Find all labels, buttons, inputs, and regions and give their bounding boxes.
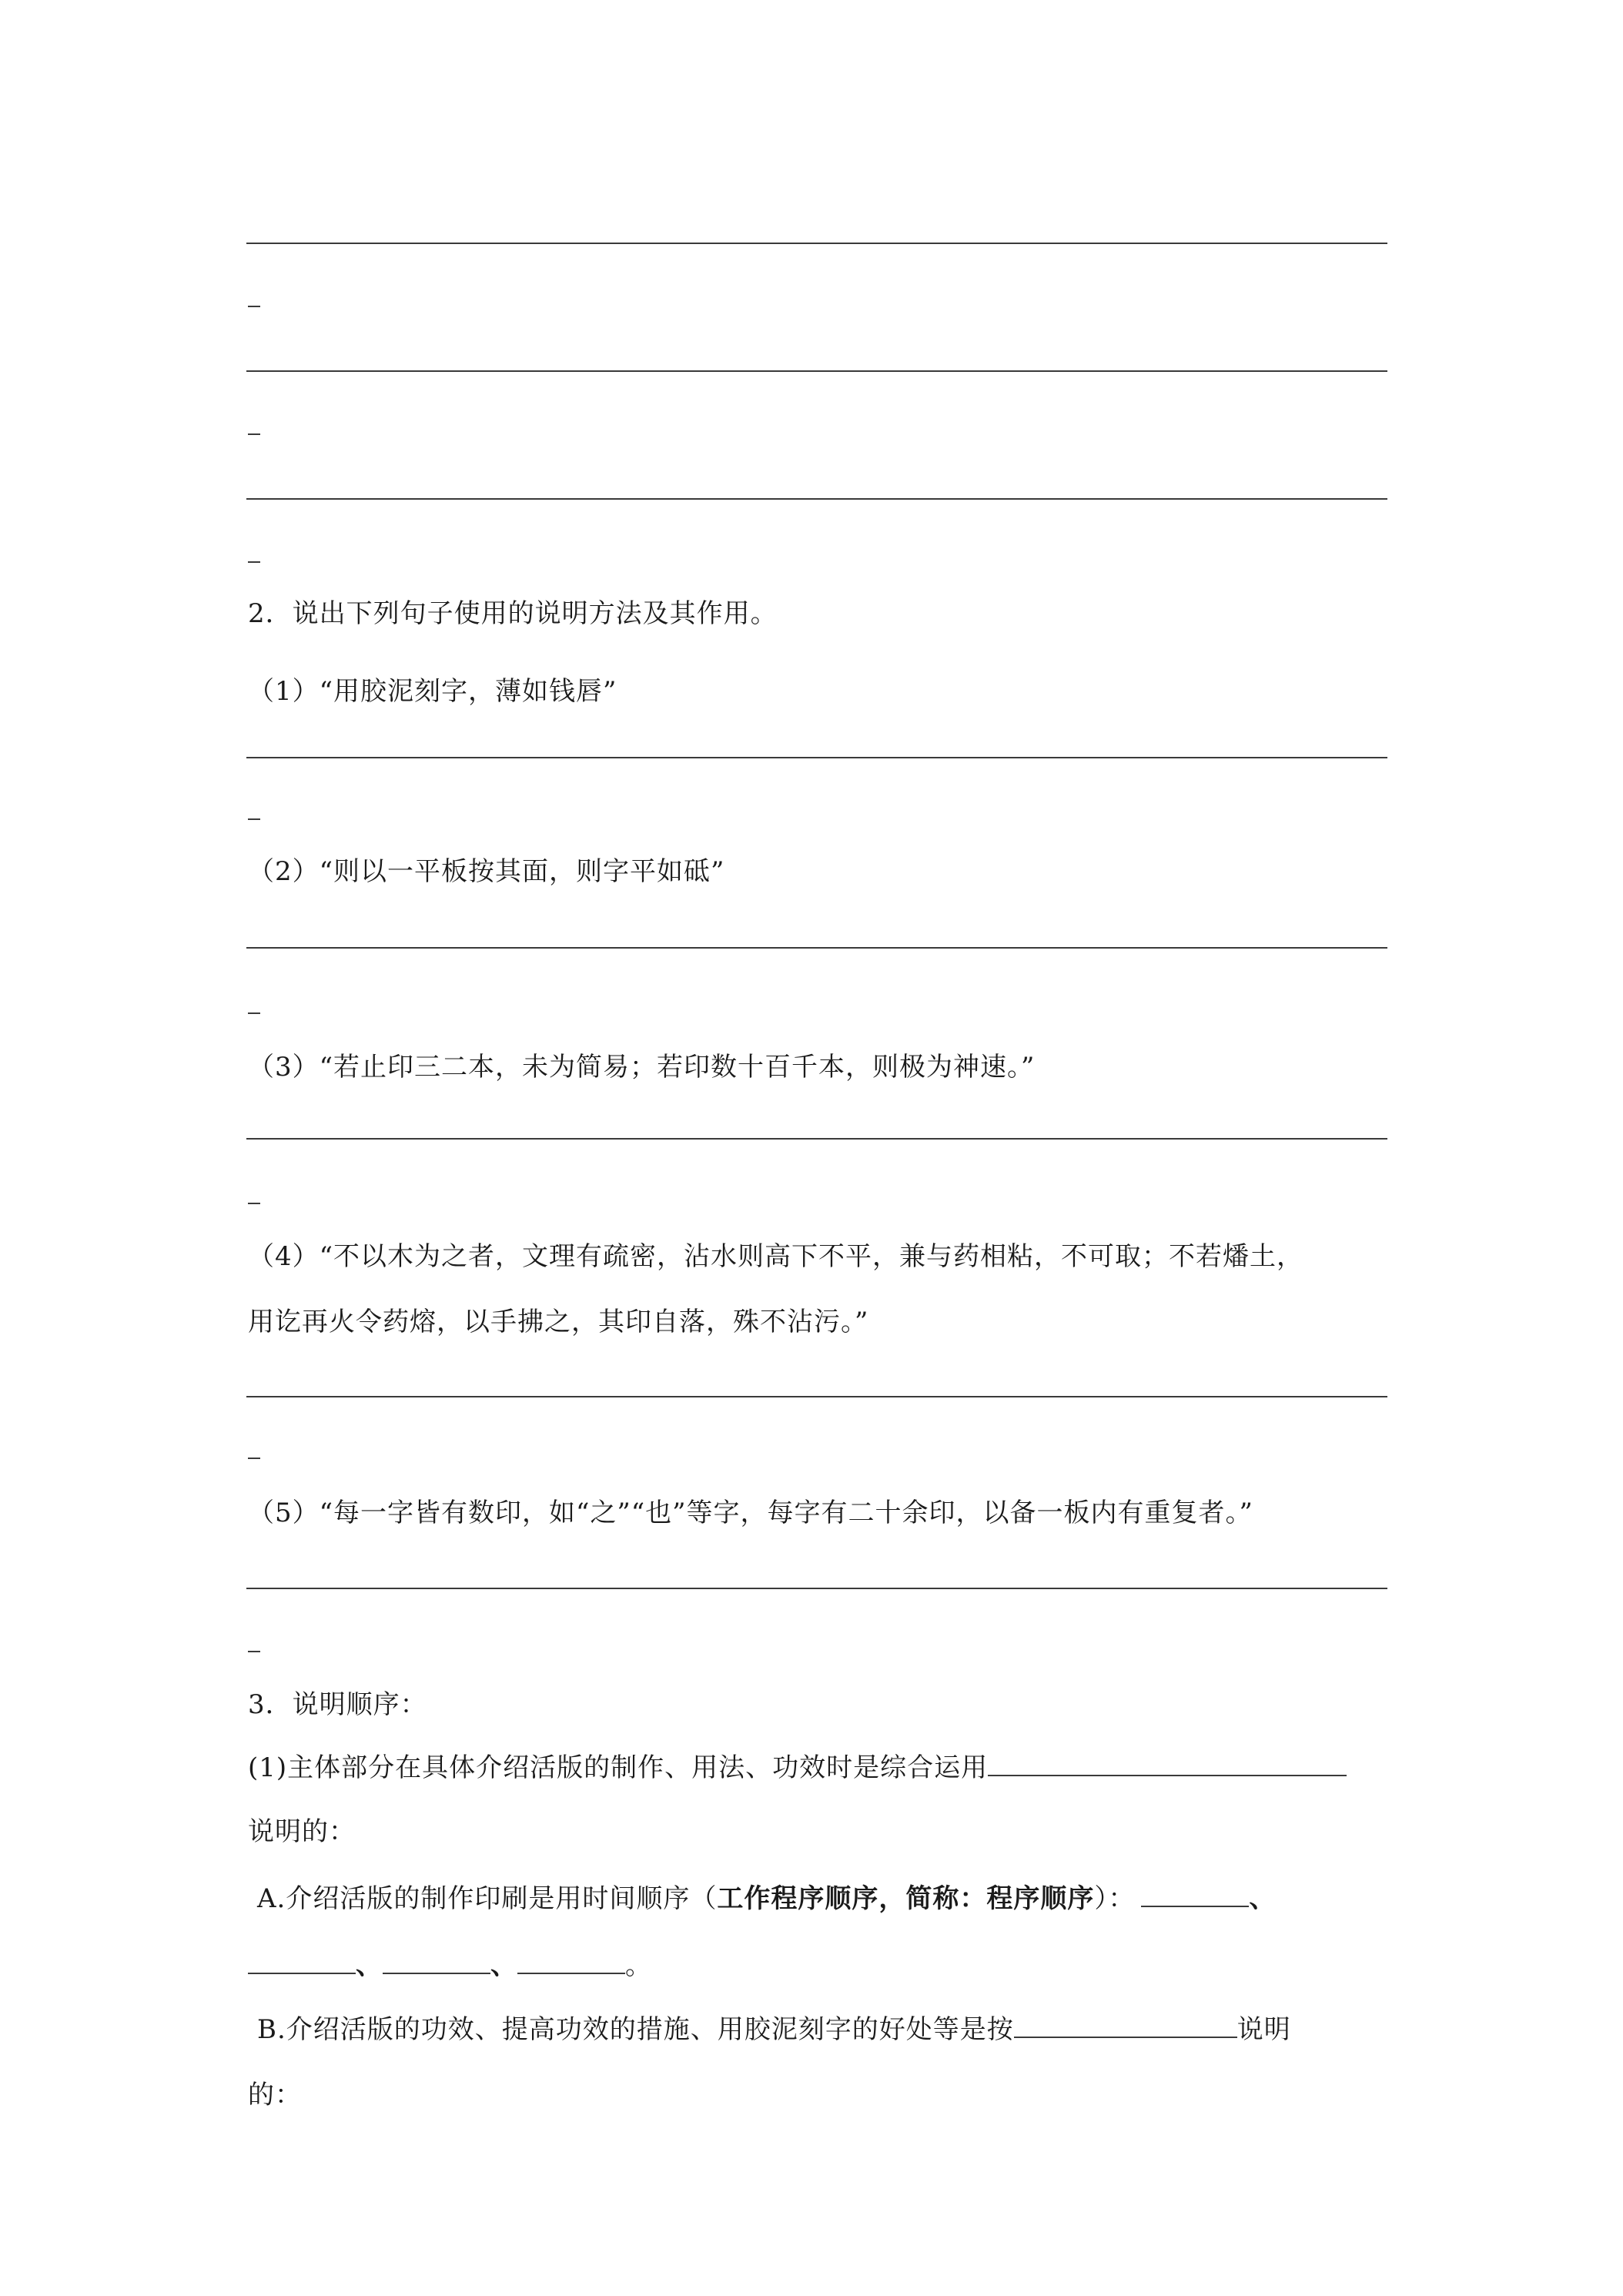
question-2-title: 2．说出下列句子使用的说明方法及其作用。	[248, 598, 778, 629]
fill-blank[interactable]	[248, 1950, 356, 1974]
part-a-tail: ）：	[1094, 1883, 1136, 1914]
question-2-item-4-line-1: （4）“不以木为之者，文理有疏密，沾水则高下不平，兼与药相粘，不可取；不若燔土，	[248, 1241, 1304, 1272]
fill-blank[interactable]	[1141, 1883, 1249, 1907]
question-3-part-a-line-2	[248, 1949, 652, 1983]
answer-line[interactable]	[246, 498, 1387, 500]
part-a-text: A.介绍活版的制作印刷是用时间顺序（	[257, 1883, 718, 1914]
answer-line-tail	[248, 433, 260, 435]
answer-line-tail	[248, 306, 260, 307]
question-3-part-1-line-1	[248, 1751, 1347, 1785]
answer-line-tail	[248, 1203, 260, 1204]
answer-line-tail	[248, 818, 260, 820]
fill-blank[interactable]	[988, 1752, 1347, 1776]
question-3-part-b-line-2: 的：	[248, 2080, 302, 2110]
fill-blank[interactable]	[383, 1950, 490, 1974]
question-2-item-2: （2）“则以一平板按其面，则字平如砥”	[248, 856, 725, 887]
question-3-part-1-text: (1)主体部分在具体介绍活版的制作、用法、功效时是综合运用	[248, 1752, 989, 1783]
period: 。	[625, 1950, 652, 1981]
part-a-bold-text: 工作程序顺序，简称：程序顺序	[717, 1883, 1095, 1914]
question-3-part-a-line-1	[257, 1882, 1276, 1916]
question-3-title: 3．说明顺序：	[248, 1689, 427, 1720]
question-2-item-5: （5）“每一字皆有数印，如“之”“也”等字，每字有二十余印，以备一板内有重复者。”	[248, 1498, 1253, 1528]
question-2-item-1: （1）“用胶泥刻字，薄如钱唇”	[248, 676, 617, 707]
fill-blank[interactable]	[517, 1950, 625, 1974]
question-2-item-4-line-2: 用讫再火令药熔，以手拂之，其印自落，殊不沾污。”	[248, 1307, 869, 1337]
answer-line-tail	[248, 1458, 260, 1459]
answer-line[interactable]	[246, 1396, 1387, 1397]
answer-line[interactable]	[246, 1138, 1387, 1140]
answer-line[interactable]	[246, 1588, 1387, 1589]
question-3-part-1-line-2: 说明的：	[248, 1816, 356, 1847]
question-2-item-3: （3）“若止印三二本，未为简易；若印数十百千本，则极为神速。”	[248, 1052, 1036, 1083]
part-b-tail: 说明	[1236, 2014, 1291, 2045]
separator: 、	[1249, 1883, 1277, 1914]
answer-line[interactable]	[246, 757, 1387, 758]
part-b-text: B.介绍活版的功效、提高功效的措施、用胶泥刻字的好处等是按	[257, 2014, 1014, 2045]
answer-line[interactable]	[246, 370, 1387, 372]
answer-line[interactable]	[246, 947, 1387, 949]
answer-line[interactable]	[246, 243, 1387, 244]
separator: 、	[356, 1950, 383, 1981]
fill-blank[interactable]	[1014, 2013, 1237, 2038]
answer-line-tail	[248, 561, 260, 563]
separator: 、	[490, 1950, 517, 1981]
answer-line-tail	[248, 1012, 260, 1014]
question-3-part-b-line-1	[257, 2013, 1291, 2047]
answer-line-tail	[248, 1651, 260, 1652]
